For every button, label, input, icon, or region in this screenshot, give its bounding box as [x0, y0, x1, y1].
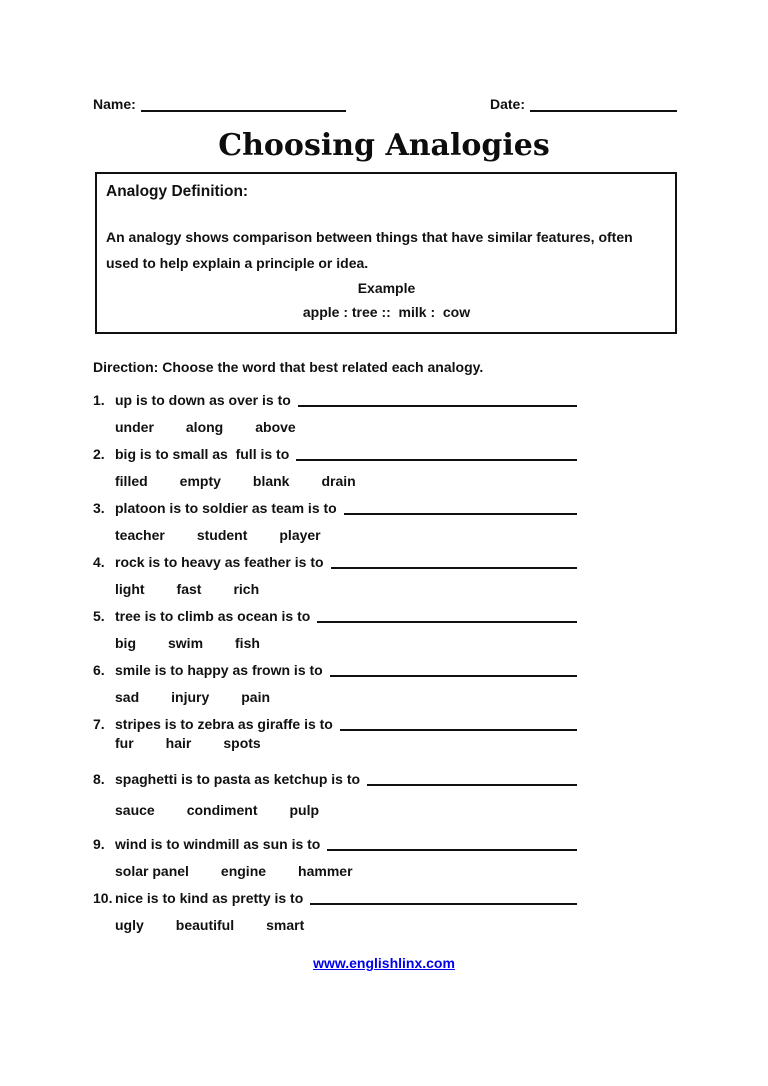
options-row — [93, 801, 577, 820]
answer-blank — [367, 784, 577, 786]
example-text: apple : tree :: milk : cow — [302, 304, 471, 320]
date-label: Date: — [490, 96, 526, 112]
answer-option: fast — [176, 581, 202, 597]
name-blank — [141, 95, 346, 112]
question-text: stripes is to zebra as giraffe is to — [115, 716, 333, 732]
answer-blank — [310, 903, 577, 905]
footer-link[interactable]: www.englishlinx.com — [313, 955, 455, 971]
options-row — [93, 862, 577, 881]
question-text: rock is to heavy as feather is to — [115, 554, 324, 570]
question-text: big is to small as full is to — [115, 446, 290, 462]
question-number: 4. — [93, 554, 105, 570]
answer-option: pulp — [289, 802, 320, 818]
options-row — [93, 418, 577, 437]
answer-blank — [327, 849, 577, 851]
question-block-6 — [93, 661, 577, 707]
answer-option: sauce — [115, 802, 155, 818]
name-label: Name: — [93, 96, 136, 112]
question-text: tree is to climb as ocean is to — [115, 608, 311, 624]
question-text: smile is to happy as frown is to — [115, 662, 323, 678]
answer-option: engine — [220, 863, 267, 879]
example-label: Example — [357, 280, 416, 296]
question-block-5 — [93, 607, 577, 653]
question-block-7 — [93, 715, 577, 753]
question-row — [93, 391, 577, 410]
answer-option: smart — [266, 917, 305, 933]
answer-option: filled — [115, 473, 148, 489]
answer-blank — [340, 729, 577, 731]
question-row — [93, 661, 577, 680]
answer-option: hammer — [298, 863, 353, 879]
question-number: 8. — [93, 771, 105, 787]
answer-option: beautiful — [175, 917, 235, 933]
options-row — [93, 688, 577, 707]
answer-option: injury — [171, 689, 210, 705]
options-row — [93, 580, 577, 599]
question-row — [93, 553, 577, 572]
questions-list — [93, 391, 577, 935]
definition-body: An analogy shows comparison between things that have similar features, often used to help explain a principle or idea. — [106, 229, 633, 271]
footer — [0, 954, 768, 973]
header — [93, 95, 677, 114]
answer-blank — [317, 621, 577, 623]
date-field-group — [490, 95, 677, 114]
answer-option: fur — [115, 735, 134, 751]
definition-heading: Analogy Definition: — [106, 183, 249, 200]
options-row — [93, 526, 577, 545]
question-text: platoon is to soldier as team is to — [115, 500, 337, 516]
question-block-8 — [93, 770, 577, 820]
options-row — [93, 634, 577, 653]
question-block-3 — [93, 499, 577, 545]
question-text: wind is to windmill as sun is to — [115, 836, 321, 852]
answer-option: swim — [168, 635, 204, 651]
question-row — [93, 770, 577, 789]
question-text: spaghetti is to pasta as ketchup is to — [115, 771, 361, 787]
answer-option: above — [255, 419, 296, 435]
answer-option: blank — [252, 473, 290, 489]
answer-option: big — [115, 635, 136, 651]
answer-blank — [344, 513, 577, 515]
page-title: Choosing Analogies — [218, 128, 550, 163]
question-row — [93, 889, 577, 908]
answer-option: teacher — [115, 527, 165, 543]
answer-option: drain — [321, 473, 356, 489]
answer-option: under — [115, 419, 154, 435]
answer-option: along — [185, 419, 224, 435]
answer-option: rich — [233, 581, 260, 597]
answer-option: empty — [179, 473, 221, 489]
question-row — [93, 499, 577, 518]
question-number: 7. — [93, 716, 105, 732]
options-row — [93, 916, 577, 935]
answer-option: hair — [165, 735, 192, 751]
question-number: 1. — [93, 392, 105, 408]
answer-option: solar panel — [115, 863, 189, 879]
question-number: 5. — [93, 608, 105, 624]
question-number: 3. — [93, 500, 105, 516]
answer-blank — [298, 405, 577, 407]
answer-option: sad — [115, 689, 140, 705]
question-number: 9. — [93, 836, 105, 852]
question-row — [93, 445, 577, 464]
answer-option: light — [115, 581, 145, 597]
answer-blank — [296, 459, 577, 461]
question-block-2 — [93, 445, 577, 491]
answer-option: fish — [235, 635, 260, 651]
answer-option: pain — [241, 689, 271, 705]
answer-option: player — [279, 527, 321, 543]
question-block-1 — [93, 391, 577, 437]
options-row — [93, 734, 577, 753]
question-number: 2. — [93, 446, 105, 462]
answer-option: ugly — [115, 917, 144, 933]
options-row — [93, 472, 577, 491]
question-number: 6. — [93, 662, 105, 678]
answer-blank — [330, 675, 577, 677]
question-row — [93, 607, 577, 626]
direction-text: Direction: Choose the word that best related each analogy. — [93, 359, 484, 375]
question-block-9 — [93, 835, 577, 881]
answer-option: spots — [223, 735, 261, 751]
question-row — [93, 715, 577, 734]
definition-box — [95, 172, 677, 334]
answer-option: condiment — [186, 802, 258, 818]
question-row — [93, 835, 577, 854]
question-block-4 — [93, 553, 577, 599]
question-text: nice is to kind as pretty is to — [115, 890, 304, 906]
question-block-10 — [93, 889, 577, 935]
answer-option: student — [196, 527, 248, 543]
question-text: up is to down as over is to — [115, 392, 291, 408]
question-number: 10. — [93, 890, 113, 906]
name-field-group — [93, 95, 490, 114]
answer-blank — [331, 567, 577, 569]
date-blank — [530, 95, 677, 112]
